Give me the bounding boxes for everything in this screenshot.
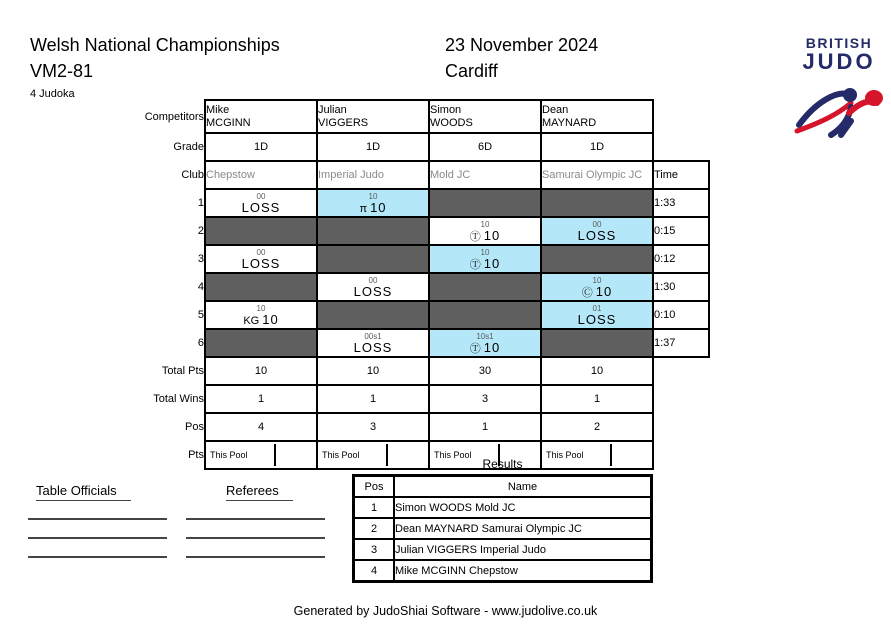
category-code: VM2-81 xyxy=(30,61,94,81)
match-result: 10 xyxy=(370,199,387,215)
result-pos: 1 xyxy=(354,497,395,518)
event-date: 23 November 2024 xyxy=(445,35,599,55)
total-pts-cell: 30 xyxy=(429,357,541,385)
total-pts-row xyxy=(141,357,709,385)
club-cell: Samurai Olympic JC xyxy=(541,161,653,189)
match-time: 0:12 xyxy=(653,245,709,273)
total-wins-cell: 1 xyxy=(205,385,317,413)
match-cell-empty xyxy=(429,273,541,301)
grade-row xyxy=(141,133,709,161)
win-symbol: Ⓣ xyxy=(469,342,481,355)
club-cell: Chepstow xyxy=(205,161,317,189)
match-time: 0:15 xyxy=(653,217,709,245)
competitor-last-name: MAYNARD xyxy=(542,116,597,129)
results-col-pos: Pos xyxy=(354,476,395,498)
row-label-pts: Pts xyxy=(188,449,204,461)
row-label-competitors: Competitors xyxy=(144,110,204,123)
match-cell-empty xyxy=(205,217,317,245)
club-cell: Imperial Judo xyxy=(317,161,429,189)
judoka-count: 4 Judoka xyxy=(30,88,75,100)
match-cell xyxy=(541,301,653,329)
date-block xyxy=(445,32,598,84)
this-pool-label: This Pool xyxy=(542,444,612,466)
competitor-header xyxy=(205,100,317,133)
row-label-grade: Grade xyxy=(173,141,204,153)
match-row-6 xyxy=(141,329,709,357)
score-code: 00 xyxy=(256,248,266,257)
result-name: Mike MCGINN Chepstow xyxy=(394,560,652,582)
results-row xyxy=(354,497,652,518)
match-cell xyxy=(429,217,541,245)
match-number: 2 xyxy=(197,225,204,237)
match-result: 10 xyxy=(483,255,501,271)
match-row-1 xyxy=(141,189,709,217)
match-cell-empty xyxy=(317,217,429,245)
event-title: Welsh National Championships xyxy=(30,35,280,55)
match-result: LOSS xyxy=(241,256,281,271)
competitor-first-name: Julian xyxy=(318,103,347,116)
match-result: LOSS xyxy=(577,228,617,243)
competitor-header xyxy=(429,100,541,133)
signature-line xyxy=(186,537,325,539)
result-name: Julian VIGGERS Imperial Judo xyxy=(394,539,652,560)
total-pts-cell: 10 xyxy=(541,357,653,385)
match-number: 4 xyxy=(197,281,204,293)
signature-line xyxy=(186,518,325,520)
match-cell-empty xyxy=(429,301,541,329)
score-code: 10 xyxy=(480,219,490,229)
competitor-last-name: WOODS xyxy=(430,116,473,129)
total-wins-row xyxy=(141,385,709,413)
score-code: 00 xyxy=(368,276,378,285)
match-row-5 xyxy=(141,301,709,329)
score-code: 10 xyxy=(256,303,266,313)
signature-line xyxy=(28,537,167,539)
match-result: LOSS xyxy=(353,340,393,355)
title-block xyxy=(30,32,280,100)
pos-row xyxy=(141,413,709,441)
results-title: Results xyxy=(482,457,523,471)
signature-line xyxy=(28,518,167,520)
results-table xyxy=(352,474,653,583)
match-cell-empty xyxy=(205,329,317,357)
match-cell xyxy=(205,189,317,217)
competitor-last-name: MCGINN xyxy=(206,116,251,129)
signature-line xyxy=(28,556,167,558)
match-cell xyxy=(317,329,429,357)
match-time: 1:37 xyxy=(653,329,709,357)
row-label-total-pts: Total Pts xyxy=(161,365,204,377)
logo-text-judo: JUDO xyxy=(802,49,876,74)
total-pts-cell: 10 xyxy=(205,357,317,385)
this-pool-label: This Pool xyxy=(318,444,388,466)
match-cell xyxy=(541,217,653,245)
match-result: 10 xyxy=(262,311,279,327)
total-pts-cell: 10 xyxy=(317,357,429,385)
win-symbol: Ⓣ xyxy=(469,258,481,271)
match-result: LOSS xyxy=(353,284,393,299)
match-cell xyxy=(205,245,317,273)
grade-cell: 1D xyxy=(205,133,317,161)
match-number: 3 xyxy=(197,253,204,265)
this-pool-label: This Pool xyxy=(206,444,276,466)
win-symbol: Ⓣ xyxy=(469,230,481,243)
score-code: 00 xyxy=(592,220,602,229)
result-name: Simon WOODS Mold JC xyxy=(394,497,652,518)
results-row xyxy=(354,518,652,539)
grade-cell: 1D xyxy=(317,133,429,161)
this-pool-label: This Pool xyxy=(430,444,500,466)
pool-sheet xyxy=(141,99,710,470)
pts-blank-box xyxy=(276,444,316,466)
score-code: 00 xyxy=(256,192,266,201)
footer-credit: Generated by JudoShiai Software - www.judolive.co.uk xyxy=(293,604,598,618)
total-wins-cell: 1 xyxy=(541,385,653,413)
results-row xyxy=(354,560,652,582)
total-wins-cell: 1 xyxy=(317,385,429,413)
result-pos: 3 xyxy=(354,539,395,560)
results-section xyxy=(352,457,653,583)
match-result: LOSS xyxy=(241,200,281,215)
match-number: 6 xyxy=(197,337,204,349)
score-code: 10 xyxy=(592,275,602,285)
competitor-header xyxy=(541,100,653,133)
score-code: 00s1 xyxy=(364,332,382,341)
match-row-4 xyxy=(141,273,709,301)
match-result: LOSS xyxy=(577,312,617,327)
logo-text-british: BRITISH xyxy=(805,35,873,51)
results-header-row xyxy=(354,476,652,498)
win-symbol: Ⓒ xyxy=(581,286,593,299)
match-result: 10 xyxy=(483,227,501,243)
results-row xyxy=(354,539,652,560)
match-time: 1:30 xyxy=(653,273,709,301)
pos-cell: 1 xyxy=(429,413,541,441)
match-time: 0:10 xyxy=(653,301,709,329)
row-label-club: Club xyxy=(181,169,204,181)
match-result: 10 xyxy=(483,339,501,355)
referees-label: Referees xyxy=(226,483,293,501)
match-cell xyxy=(541,273,653,301)
win-symbol: π xyxy=(359,202,368,215)
british-judo-logo xyxy=(791,36,887,144)
score-code: 01 xyxy=(592,304,602,313)
score-code: 10s1 xyxy=(476,331,494,341)
result-name: Dean MAYNARD Samurai Olympic JC xyxy=(394,518,652,539)
match-cell xyxy=(429,329,541,357)
match-row-2 xyxy=(141,217,709,245)
match-cell-empty xyxy=(317,245,429,273)
match-cell xyxy=(317,189,429,217)
match-number: 1 xyxy=(197,197,204,209)
match-cell-empty xyxy=(429,189,541,217)
competitor-first-name: Simon xyxy=(430,103,462,116)
pos-cell: 4 xyxy=(205,413,317,441)
results-col-name: Name xyxy=(394,476,652,498)
pts-cell xyxy=(205,441,317,469)
match-cell xyxy=(429,245,541,273)
signature-line xyxy=(186,556,325,558)
row-label-total-wins: Total Wins xyxy=(153,393,204,405)
pos-cell: 3 xyxy=(317,413,429,441)
grade-cell: 1D xyxy=(541,133,653,161)
event-location: Cardiff xyxy=(445,61,498,81)
match-cell-empty xyxy=(541,245,653,273)
grade-cell: 6D xyxy=(429,133,541,161)
competitor-last-name: VIGGERS xyxy=(318,116,369,129)
match-cell-empty xyxy=(541,329,653,357)
competitor-first-name: Mike xyxy=(206,103,230,116)
competitors-row xyxy=(141,100,709,133)
time-column-header: Time xyxy=(653,161,709,189)
match-cell-empty xyxy=(205,273,317,301)
result-pos: 4 xyxy=(354,560,395,582)
match-time: 1:33 xyxy=(653,189,709,217)
judoka-figure-icon xyxy=(793,73,885,139)
match-cell-empty xyxy=(541,189,653,217)
competitor-header xyxy=(317,100,429,133)
win-symbol: KG xyxy=(243,314,260,327)
club-row xyxy=(141,161,709,189)
match-result: 10 xyxy=(595,283,613,299)
match-number: 5 xyxy=(197,309,204,321)
table-officials-label: Table Officials xyxy=(36,483,131,501)
match-cell xyxy=(317,273,429,301)
pos-cell: 2 xyxy=(541,413,653,441)
match-cell-empty xyxy=(317,301,429,329)
score-code: 10 xyxy=(368,191,378,201)
total-wins-cell: 3 xyxy=(429,385,541,413)
match-row-3 xyxy=(141,245,709,273)
result-pos: 2 xyxy=(354,518,395,539)
competitor-first-name: Dean xyxy=(542,103,569,116)
row-label-pos: Pos xyxy=(185,421,204,433)
score-code: 10 xyxy=(480,247,490,257)
match-cell xyxy=(205,301,317,329)
club-cell: Mold JC xyxy=(429,161,541,189)
